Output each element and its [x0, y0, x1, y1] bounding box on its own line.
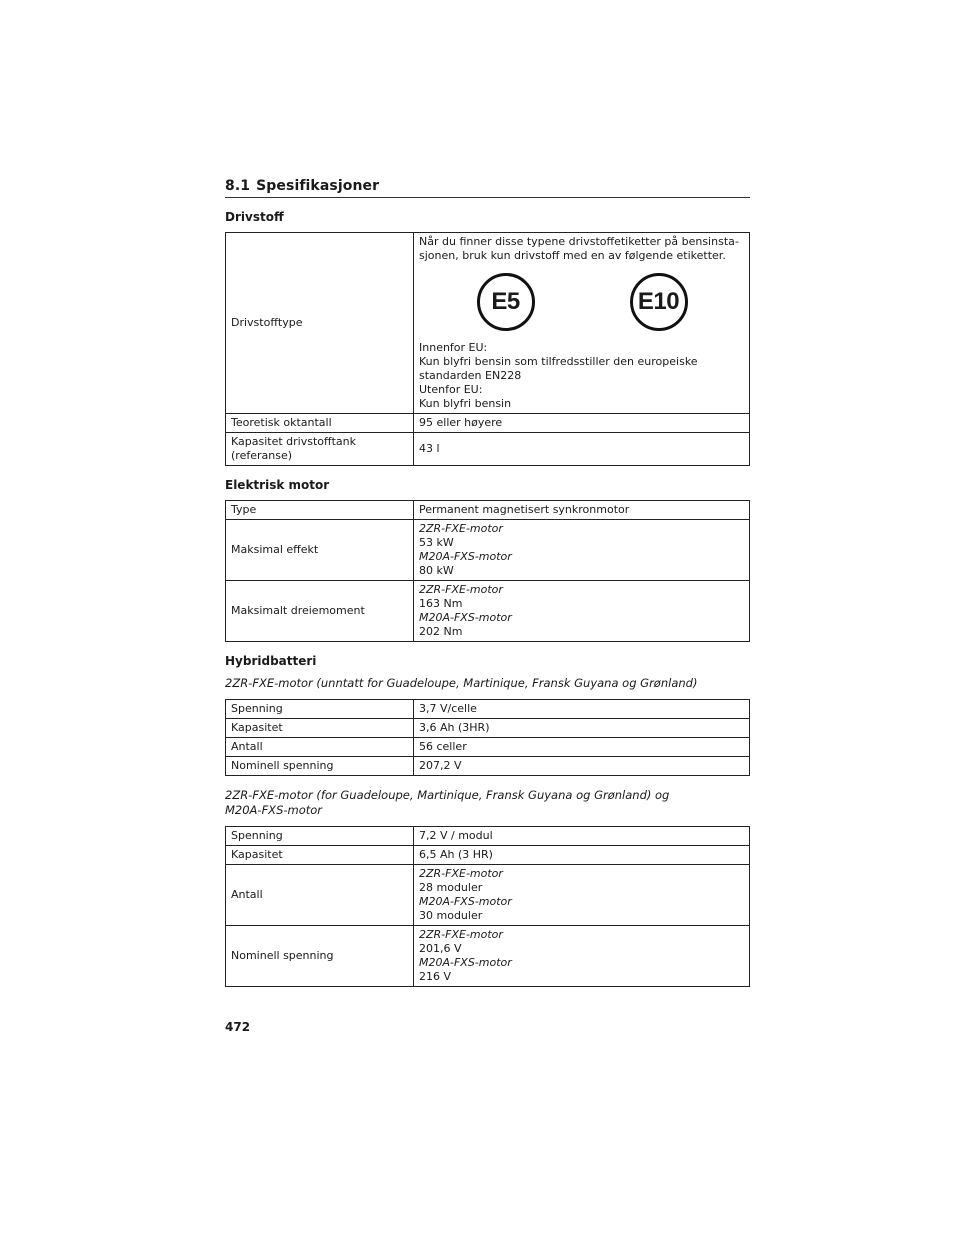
- engine-name: M20A-FXS-motor: [419, 895, 512, 908]
- e5-badge-icon: E5: [477, 273, 535, 331]
- page-content: [225, 178, 750, 999]
- fuel-note: standarden EN228: [419, 369, 522, 382]
- motor-type-value: Permanent magnetisert synkronmotor: [414, 501, 750, 520]
- torque-value-2: 202 Nm: [419, 625, 463, 638]
- power-label: Maksimal effekt: [226, 520, 414, 581]
- table-row: [226, 926, 750, 987]
- cell-value: [414, 926, 750, 987]
- cell-label: Kapasitet: [226, 719, 414, 738]
- tank-label-line1: Kapasitet drivstofftank: [231, 435, 356, 448]
- table-row: [226, 700, 750, 719]
- motor-type-label: Type: [226, 501, 414, 520]
- table-row: [226, 414, 750, 433]
- fuel-intro-line1: Når du finner disse typene drivstoffetiketter på bensinsta-: [419, 235, 739, 248]
- table-row: [226, 757, 750, 776]
- table-row: [226, 433, 750, 466]
- fuel-type-label: Drivstofftype: [226, 233, 414, 414]
- e10-badge-icon: E10: [630, 273, 688, 331]
- cell-value: 3,7 V/celle: [414, 700, 750, 719]
- count-value-1: 28 moduler: [419, 881, 483, 894]
- fuel-type-value: [414, 233, 750, 414]
- table-row: [226, 581, 750, 642]
- cell-label: Antall: [226, 865, 414, 926]
- table-row: [226, 233, 750, 414]
- table-row: [226, 501, 750, 520]
- cell-value: 3,6 Ah (3HR): [414, 719, 750, 738]
- table-row: [226, 827, 750, 846]
- caption-line1: 2ZR-FXE-motor (for Guadeloupe, Martinique, Fransk Guyana og Grønland) og: [225, 788, 670, 802]
- fuel-label-badges: [419, 263, 745, 341]
- power-value-1: 53 kW: [419, 536, 454, 549]
- fuel-note: Kun blyfri bensin: [419, 397, 512, 410]
- table-row: [226, 846, 750, 865]
- count-value-2: 30 moduler: [419, 909, 483, 922]
- cell-label: Spenning: [226, 827, 414, 846]
- tank-value: 43 l: [414, 433, 750, 466]
- engine-name: 2ZR-FXE-motor: [419, 867, 503, 880]
- cell-value: 207,2 V: [414, 757, 750, 776]
- battery-table-1: [225, 699, 750, 776]
- battery-caption-1: 2ZR-FXE-motor (unntatt for Guadeloupe, Martinique, Fransk Guyana og Grønland): [225, 676, 698, 690]
- cell-label: Antall: [226, 738, 414, 757]
- engine-name: M20A-FXS-motor: [419, 550, 512, 563]
- cell-value: [414, 865, 750, 926]
- octane-value: 95 eller høyere: [414, 414, 750, 433]
- cell-value: 6,5 Ah (3 HR): [414, 846, 750, 865]
- section-header: [225, 178, 750, 198]
- nominal-value-1: 201,6 V: [419, 942, 462, 955]
- power-value-2: 80 kW: [419, 564, 454, 577]
- torque-label: Maksimalt dreiemoment: [226, 581, 414, 642]
- section-number: 8.1: [225, 178, 251, 194]
- engine-name: M20A-FXS-motor: [419, 956, 512, 969]
- fuel-heading: Drivstoff: [225, 210, 284, 224]
- table-row: [226, 865, 750, 926]
- torque-value-1: 163 Nm: [419, 597, 463, 610]
- engine-name: 2ZR-FXE-motor: [419, 522, 503, 535]
- fuel-intro-line2: sjonen, bruk kun drivstoff med en av følgende etiketter.: [419, 249, 726, 262]
- cell-label: Spenning: [226, 700, 414, 719]
- cell-value: 56 celler: [414, 738, 750, 757]
- engine-name: 2ZR-FXE-motor: [419, 928, 503, 941]
- table-row: [226, 520, 750, 581]
- section-title: Spesifikasjoner: [256, 178, 380, 194]
- power-value: [414, 520, 750, 581]
- battery-caption-2: [225, 788, 750, 818]
- table-row: [226, 738, 750, 757]
- cell-label: Kapasitet: [226, 846, 414, 865]
- fuel-note: Innenfor EU:: [419, 341, 488, 354]
- fuel-table: [225, 232, 750, 466]
- tank-label: [226, 433, 414, 466]
- cell-label: Nominell spenning: [226, 926, 414, 987]
- cell-label: Nominell spenning: [226, 757, 414, 776]
- nominal-value-2: 216 V: [419, 970, 452, 983]
- page-number: 472: [225, 1020, 251, 1034]
- engine-name: M20A-FXS-motor: [419, 611, 512, 624]
- caption-line2: M20A-FXS-motor: [225, 803, 323, 817]
- battery-table-2: [225, 826, 750, 987]
- motor-table: [225, 500, 750, 642]
- fuel-note: Utenfor EU:: [419, 383, 483, 396]
- fuel-note: Kun blyfri bensin som tilfredsstiller den europeiske: [419, 355, 698, 368]
- cell-value: 7,2 V / modul: [414, 827, 750, 846]
- engine-name: 2ZR-FXE-motor: [419, 583, 503, 596]
- tank-label-line2: (referanse): [231, 449, 293, 462]
- table-row: [226, 719, 750, 738]
- torque-value: [414, 581, 750, 642]
- octane-label: Teoretisk oktantall: [226, 414, 414, 433]
- battery-heading: Hybridbatteri: [225, 654, 317, 668]
- motor-heading: Elektrisk motor: [225, 478, 330, 492]
